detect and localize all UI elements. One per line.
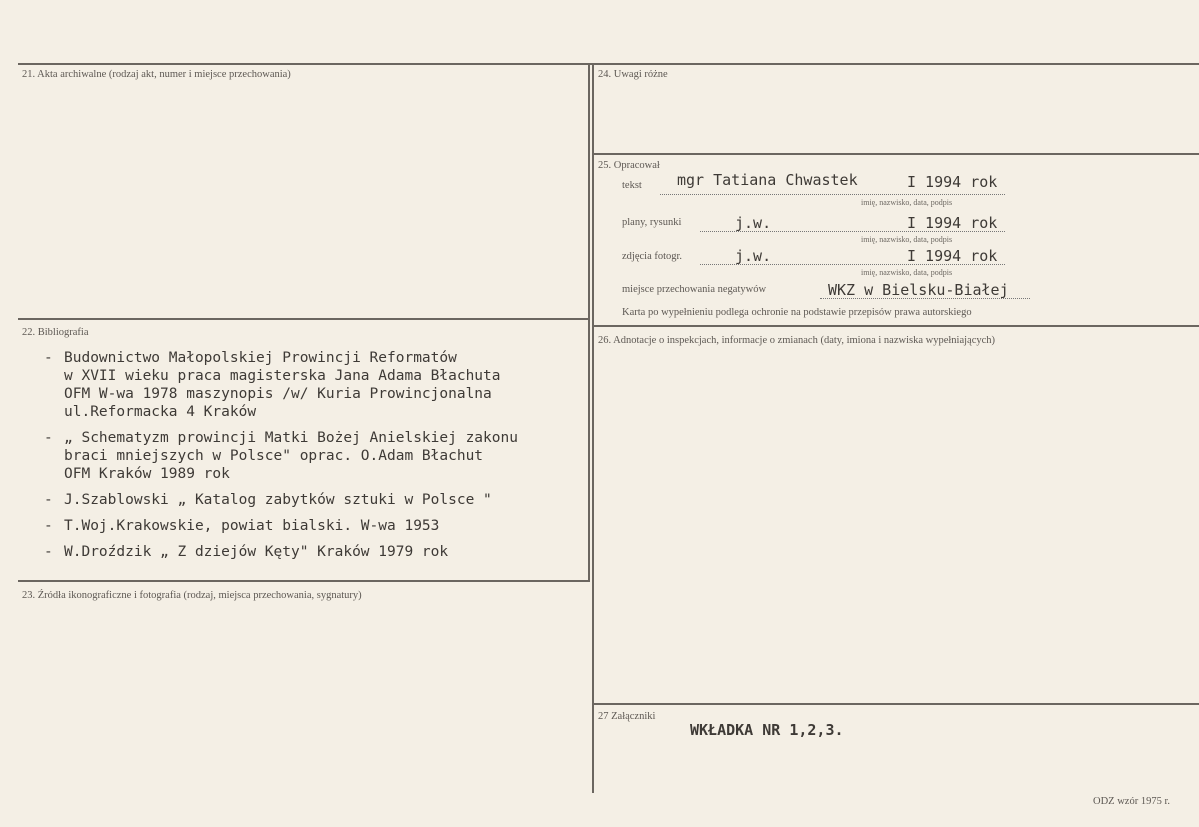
row-plans-caption: imię, nazwisko, data, podpis — [861, 235, 953, 244]
top-rule — [18, 63, 1199, 65]
row-plans-label: plany, rysunki — [622, 217, 682, 228]
section-23-label: 23. Źródła ikonograficzne i fotografia (rodzaj, miejsca przechowania, sygnatury) — [22, 590, 362, 601]
section-24-label: 24. Uwagi różne — [598, 69, 668, 80]
row-plans-date: I 1994 rok — [907, 214, 998, 232]
row-photos-value: j.w. — [735, 247, 772, 265]
row-text-caption: imię, nazwisko, data, podpis — [861, 198, 953, 207]
bibliography-list — [44, 349, 518, 569]
bibliography-item: - Budownictwo Małopolskiej Prowincji Reformatów w XVII wieku praca magisterska Jana Adama Błachuta OFM W-wa 1978 maszynopis /w/ Kuria Prowincjonalna ul.Reformacka 4 Kraków — [44, 350, 501, 420]
bibliography-item: - T.Woj.Krakowskie, powiat bialski. W-wa 1953 — [44, 518, 440, 534]
rule-24-25 — [594, 153, 1199, 155]
section-27-label: 27 Załączniki — [598, 711, 656, 722]
right-column-divider — [592, 63, 594, 793]
row-photos-label: zdjęcia fotogr. — [622, 251, 683, 262]
section-22-label: 22. Bibliografia — [22, 327, 89, 338]
row-text-value: mgr Tatiana Chwastek — [677, 171, 858, 189]
negatives-value: WKZ w Bielsku-Białej — [828, 281, 1009, 299]
section-26-label: 26. Adnotacje o inspekcjach, informacje o zmianach (daty, imiona i nazwiska wypełniających) — [598, 335, 996, 346]
negatives-label: miejsce przechowania negatywów — [622, 284, 767, 295]
bibliography-item: - „ Schematyzm prowincji Matki Bożej Anielskiej zakonu braci mniejszych w Polsce" oprac. O.Adam Błachut OFM Kraków 1989 rok — [44, 430, 518, 482]
rule-26-27 — [594, 703, 1199, 705]
rule-22-23 — [18, 580, 590, 582]
form-footer: ODZ wzór 1975 r. — [1093, 796, 1170, 807]
row-photos-caption: imię, nazwisko, data, podpis — [861, 268, 953, 277]
section-21-label: 21. Akta archiwalne (rodzaj akt, numer i miejsce przechowania) — [22, 69, 291, 80]
attachments-value: WKŁADKA NR 1,2,3. — [690, 721, 844, 739]
rule-25-26 — [594, 325, 1199, 327]
bibliography-item: - W.Droździk „ Z dziejów Kęty" Kraków 1979 rok — [44, 544, 449, 560]
section-25-label: 25. Opracował — [598, 160, 660, 171]
center-divider — [588, 63, 590, 580]
row-text-label: tekst — [622, 180, 642, 191]
row-photos-date: I 1994 rok — [907, 247, 998, 265]
row-plans-value: j.w. — [735, 214, 772, 232]
row-text-line — [660, 194, 1005, 195]
copyright-note: Karta po wypełnieniu podlega ochronie na podstawie przepisów prawa autorskiego — [622, 307, 972, 318]
row-text-date: I 1994 rok — [907, 173, 998, 191]
bibliography-item: - J.Szablowski „ Katalog zabytków sztuki w Polsce " — [44, 492, 492, 508]
rule-21-22 — [18, 318, 590, 320]
